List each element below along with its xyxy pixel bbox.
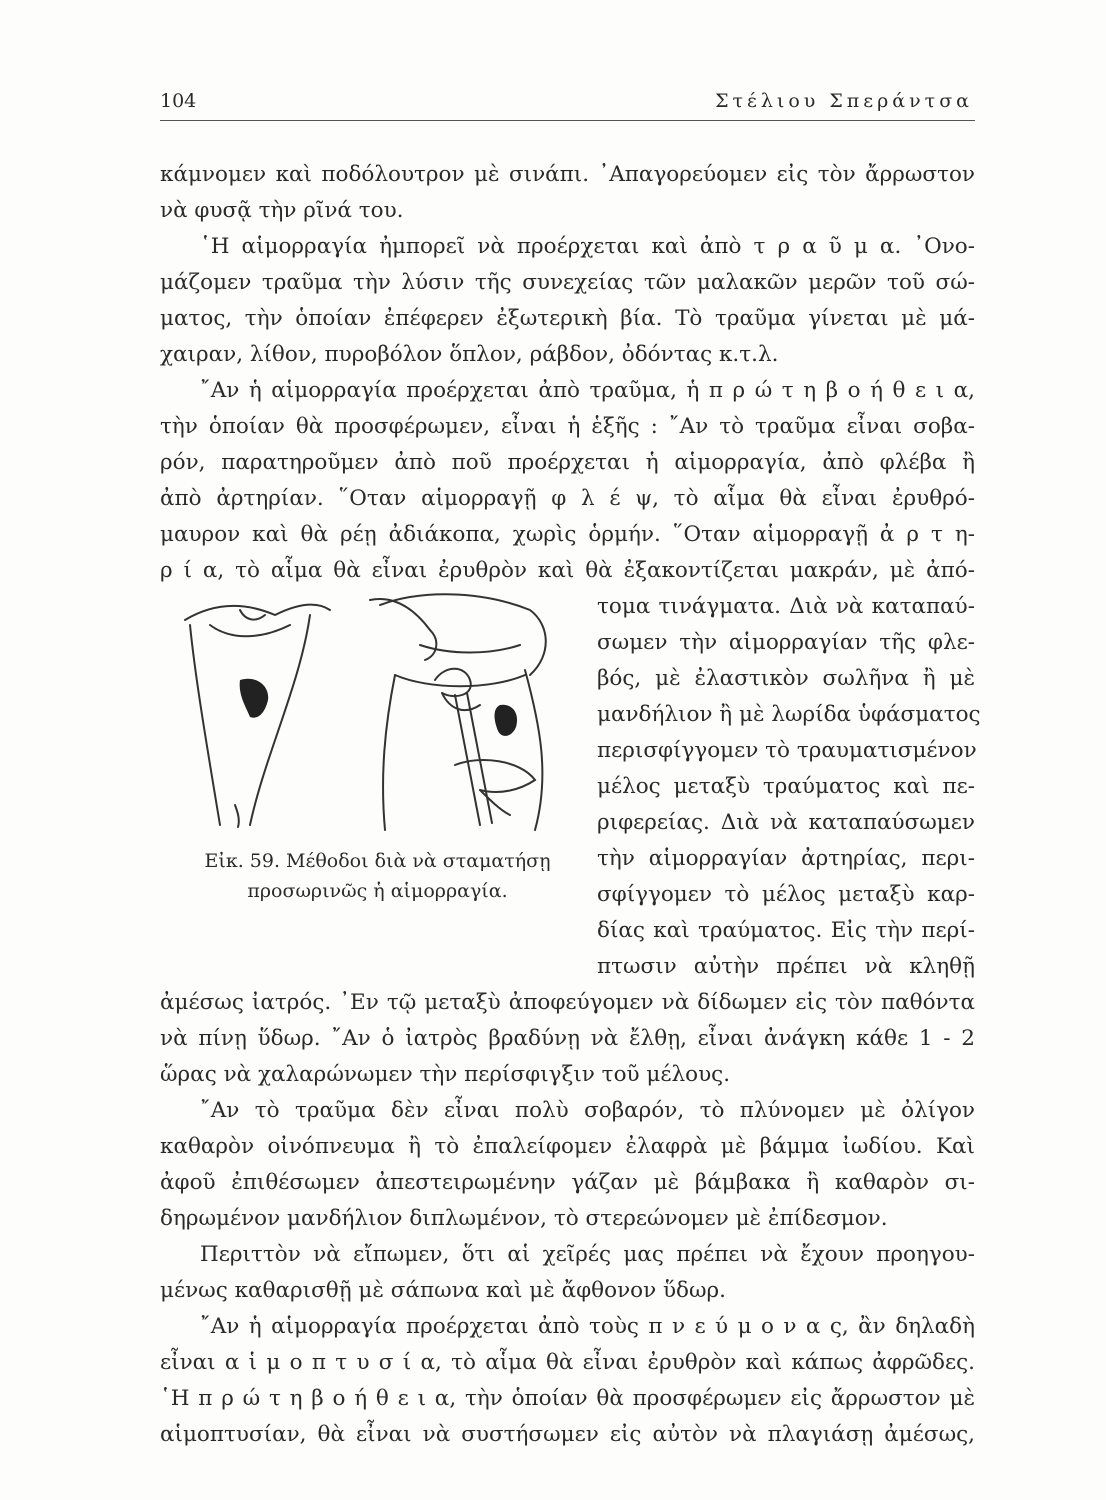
- text-line: κάμνομεν καὶ ποδόλουτρον μὲ σινάπι. ᾿Απαγορεύομεν εἰς τὸν ἄρρωστον: [160, 162, 975, 187]
- text-line: μέλος μεταξὺ τραύματος καὶ πε-: [597, 774, 975, 799]
- text-line: τὴν αἱμορραγίαν ἀρτηρίας, περι-: [597, 846, 975, 871]
- text-line: μένως καθαρισθῇ μὲ σάπωνα καὶ μὲ ἄφθονον ὕδωρ.: [160, 1278, 727, 1303]
- text-line: ματος, τὴν ὁποίαν ἐπέφερεν ἐξωτερικὴ βία. Τὸ τραῦμα γίνεται μὲ μά-: [160, 306, 975, 331]
- text-line: σωμεν τὴν αἱμορραγίαν τῆς φλε-: [597, 630, 975, 655]
- page-header: [160, 86, 975, 121]
- running-title: Στέλιου Σπεράντσα: [715, 90, 973, 112]
- text-line: μάζομεν τραῦμα τὴν λύσιν τῆς συνεχείας τῶν μαλακῶν μερῶν τοῦ σώ-: [160, 270, 975, 295]
- text-line: μανδήλιον ἢ μὲ λωρίδα ὑφάσματος: [597, 702, 981, 727]
- page-number: 104: [160, 90, 197, 112]
- figure-caption: προσωρινῶς ἡ αἱμορραγία.: [247, 880, 508, 902]
- text-line: περισφίγγομεν τὸ τραυματισμένον: [597, 738, 977, 763]
- text-line: ἀφοῦ ἐπιθέσωμεν ἀπεστειρωμένην γάζαν μὲ βάμβακα ἢ καθαρὸν σι-: [160, 1170, 975, 1195]
- text-line: νὰ πίνῃ ὕδωρ. ῎Αν ὁ ἰατρὸς βραδύνῃ νὰ ἔλθῃ, εἶναι ἀνάγκη κάθε 1 - 2: [160, 1026, 975, 1051]
- text-line: ῎Αν τὸ τραῦμα δὲν εἶναι πολὺ σοβαρόν, τὸ πλύνομεν μὲ ὀλίγον: [200, 1098, 975, 1123]
- text-line: τομα τινάγματα. Διὰ νὰ καταπαύ-: [597, 594, 975, 619]
- text-line: ἀπὸ ἀρτηρίαν. ῞Οταν αἱμορραγῇ φ λ έ ψ, τὸ αἷμα θὰ εἶναι ἐρυθρό-: [160, 486, 975, 511]
- text-line: μαυρον καὶ θὰ ρέῃ ἀδιάκοπα, χωρὶς ὁρμήν. ῞Οταν αἱμορραγῇ ἀ ρ τ η-: [160, 522, 975, 547]
- text-line: πτωσιν αὐτὴν πρέπει νὰ κληθῇ: [597, 954, 975, 979]
- text-line: βός, μὲ ἐλαστικὸν σωλῆνα ἢ μὲ: [597, 666, 975, 691]
- text-line: ὥρας νὰ χαλαρώνωμεν τὴν περίσφιγξιν τοῦ μέλους.: [160, 1062, 731, 1087]
- text-line: τὴν ὁποίαν θὰ προσφέρωμεν, εἶναι ἡ ἑξῆς : ῎Αν τὸ τραῦμα εἶναι σοβα-: [160, 414, 975, 439]
- text-line: σφίγγομεν τὸ μέλος μεταξὺ καρ-: [597, 882, 975, 907]
- text-line: ῎Αν ἡ αἱμορραγία προέρχεται ἀπὸ τραῦμα, ἡ π ρ ώ τ η β ο ή θ ε ι α,: [200, 378, 975, 403]
- text-line: δίας καὶ τραύματος. Εἰς τὴν περί-: [597, 918, 975, 943]
- text-line: ῾Η π ρ ώ τ η β ο ή θ ε ι α, τὴν ὁποίαν θὰ προσφέρωμεν εἰς ἄρρωστον μὲ: [160, 1386, 975, 1411]
- text-line: εἶναι α ἱ μ ο π τ υ σ ί α, τὸ αἷμα θὰ εἶναι ἐρυθρὸν καὶ κάπως ἀφρῶδες.: [160, 1350, 975, 1375]
- text-line: ρ ί α, τὸ αἷμα θὰ εἶναι ἐρυθρὸν καὶ θὰ ἐξακοντίζεται μακράν, μὲ ἀπό-: [160, 558, 975, 583]
- figure-59: [180, 585, 575, 915]
- text-line: ῾Η αἱμορραγία ἠμπορεῖ νὰ προέρχεται καὶ ἀπὸ τ ρ α ῦ μ α. ᾿Ονο-: [200, 234, 975, 259]
- text-line: ἀμέσως ἰατρός. ᾿Εν τῷ μεταξὺ ἀποφεύγομεν νὰ δίδωμεν εἰς τὸν παθόντα: [160, 990, 975, 1015]
- text-line: ρόν, παρατηροῦμεν ἀπὸ ποῦ προέρχεται ἡ αἱμορραγία, ἀπὸ φλέβα ἢ: [160, 450, 975, 475]
- text-line: Περιττὸν νὰ εἴπωμεν, ὅτι αἱ χεῖρές μας πρέπει νὰ ἔχουν προηγου-: [200, 1242, 975, 1267]
- figure-caption: Εἰκ. 59. Μέθοδοι διὰ νὰ σταματήσῃ: [204, 850, 551, 872]
- text-line: χαιραν, λίθον, πυροβόλον ὅπλον, ράβδον, ὀδόντας κ.τ.λ.: [160, 342, 779, 367]
- text-line: αἱμοπτυσίαν, θὰ εἶναι νὰ συστήσωμεν εἰς αὐτὸν νὰ πλαγιάσῃ ἀμέσως,: [160, 1422, 975, 1447]
- text-line: ῎Αν ἡ αἱμορραγία προέρχεται ἀπὸ τοὺς π ν ε ύ μ ο ν α ς, ἂν δηλαδὴ: [200, 1314, 975, 1339]
- text-line: νὰ φυσᾷ τὴν ρῖνά του.: [160, 198, 404, 223]
- tourniquet-illustration: [180, 585, 575, 840]
- text-line: ριφερείας. Διὰ νὰ καταπαύσωμεν: [597, 810, 975, 835]
- text-line: δηρωμένον μανδήλιον διπλωμένον, τὸ στερεώνομεν μὲ ἐπίδεσμον.: [160, 1206, 888, 1231]
- text-line: καθαρὸν οἰνόπνευμα ἢ τὸ ἐπαλείφομεν ἐλαφρὰ μὲ βάμμα ἰωδίου. Καὶ: [160, 1134, 975, 1159]
